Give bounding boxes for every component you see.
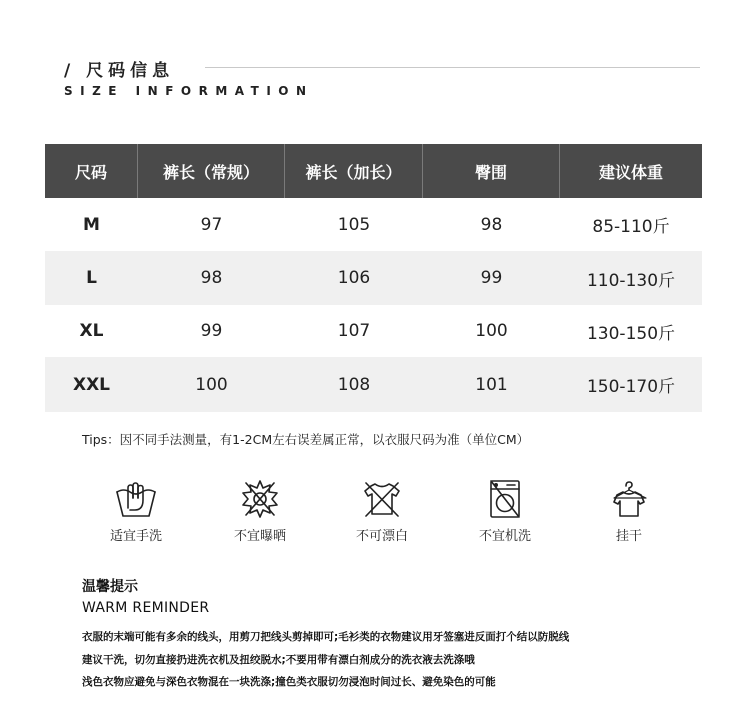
hang-dry-icon [606,478,652,520]
cell-size: L [86,268,97,288]
no-sun-icon [237,478,283,520]
hand-wash-icon [113,478,159,520]
reminder-title-en: WARM REMINDER [82,600,210,616]
cell-length-long: 107 [337,321,371,341]
cell-length-regular: 97 [200,214,223,235]
care-item-no-sun [215,478,305,544]
cell-weight: 130-150斤 [586,323,676,344]
table-row [45,305,702,357]
col-header-length-long: 裤长（加长） [285,144,423,198]
cell-size: XL [79,321,104,341]
cell-weight: 110-130斤 [586,270,676,291]
table-header [45,144,702,198]
col-header-length-regular: 裤长（常规） [138,144,285,198]
reminder-line: 建议干洗，切勿直接扔进洗衣机及扭绞脱水;不要用带有漂白剂成分的洗衣液去洗涤哦 [82,654,475,666]
cell-size: M [83,214,100,235]
cell-hip: 100 [475,321,508,341]
size-table [45,144,702,412]
care-label: 不可漂白 [355,529,408,544]
cell-length-long: 105 [337,214,371,235]
cell-size: XXL [72,374,111,395]
header-subtitle: SIZE INFORMATION [64,84,314,98]
cell-length-regular: 100 [195,374,228,395]
col-header-weight: 建议体重 [598,162,663,182]
cell-hip: 101 [475,374,508,395]
care-item-hang-dry [584,478,674,544]
care-label: 不宜机洗 [478,529,531,544]
reminder-line: 浅色衣物应避免与深色衣物混在一块洗涤;撞色类衣服切勿浸泡时间过长、避免染色的可能 [82,676,496,688]
header-divider [205,67,700,68]
cell-length-long: 108 [337,374,371,395]
col-header-hip: 臀围 [423,144,560,198]
table-row [45,198,702,251]
table-row [45,357,702,412]
table-row [45,251,702,305]
no-machine-wash-icon [482,478,528,520]
care-label: 挂干 [615,529,642,544]
care-label: 不宜曝晒 [233,529,286,544]
cell-length-long: 106 [337,268,371,288]
cell-length-regular: 98 [200,268,223,288]
cell-hip: 98 [480,214,503,235]
cell-hip: 99 [480,268,503,288]
cell-length-regular: 99 [200,321,223,341]
care-label: 适宜手洗 [109,529,162,544]
reminder-title-cn: 温馨提示 [82,579,138,595]
header-title: / 尺码信息 [64,61,175,81]
cell-weight: 85-110斤 [592,217,670,237]
care-item-no-machine-wash [460,478,550,544]
care-item-no-bleach [337,478,427,544]
reminder-line: 衣服的末端可能有多余的线头，用剪刀把线头剪掉即可;毛衫类的衣物建议用牙签塞进反面打个结以防脱线 [82,631,570,643]
cell-weight: 150-170斤 [586,377,676,397]
col-header-size: 尺码 [45,144,138,198]
care-item-hand-wash [91,478,181,544]
tips-text: Tips：因不同手法测量，有1-2CM左右误差属正常，以衣服尺码为准（单位CM） [82,432,530,447]
no-bleach-icon [359,478,405,520]
